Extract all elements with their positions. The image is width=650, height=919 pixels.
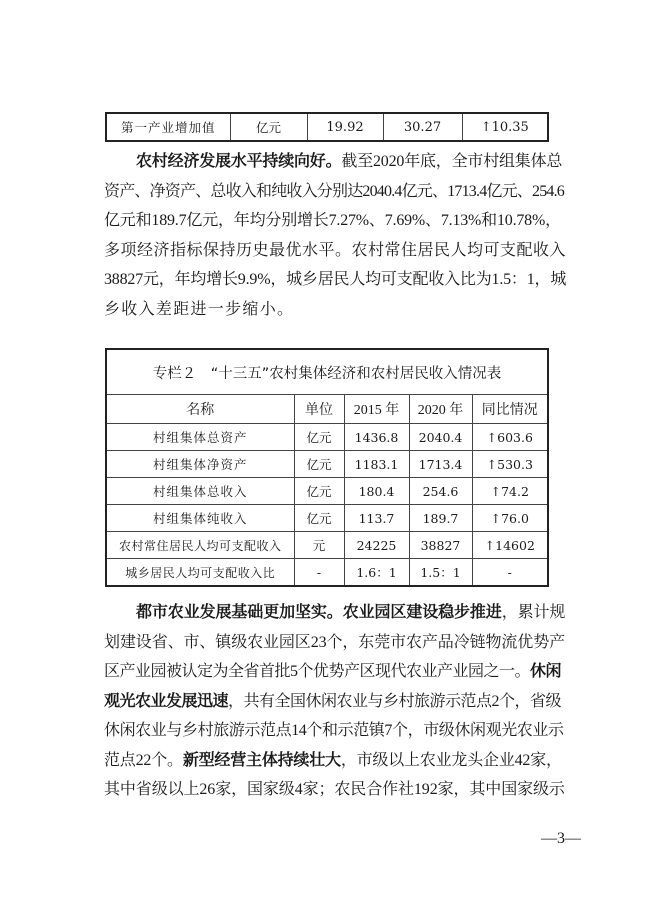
paragraph-rural-economy xyxy=(104,147,566,324)
text-line: 乡收入差距进一步缩小。 xyxy=(104,300,295,318)
row-unit: 亿元 xyxy=(294,478,344,505)
row-unit: - xyxy=(294,559,344,587)
table-caption: 专栏２ “十三五”农村集体经济和农村居民收入情况表 xyxy=(106,349,548,395)
row-value-2020: 38827 xyxy=(409,532,472,559)
row-unit: 元 xyxy=(294,532,344,559)
table-row xyxy=(106,451,548,478)
row-label: 第一产业增加值 xyxy=(106,113,230,141)
row-label: 村组集体总收入 xyxy=(106,478,294,505)
text-line xyxy=(104,746,566,776)
row-change: - xyxy=(472,559,548,587)
text-line: 其中省级以上26家，国家级4家；农民合作社192家，其中国家级示 xyxy=(104,781,565,798)
text-line xyxy=(104,598,566,628)
row-value-2020: 2040.4 xyxy=(409,424,472,451)
row-unit: 亿元 xyxy=(294,505,344,532)
table-row xyxy=(106,505,548,532)
text-span: ，累计规 xyxy=(501,604,566,621)
row-value-2015: 113.7 xyxy=(344,505,409,532)
bold-subheading: 新型经营主体持续壮大 xyxy=(182,751,341,769)
row-value-2015: 180.4 xyxy=(344,478,409,505)
header-unit: 单位 xyxy=(294,395,344,424)
table-row xyxy=(106,559,548,587)
text-span: ，共有全国休闲农业与乡村旅游示范点2个，省级 xyxy=(228,692,562,710)
text-line: 多项经济指标保持历史最优水平。农村常住居民人均可支配收入 xyxy=(104,241,567,259)
bold-subheading: 观光农业发展迅速 xyxy=(104,692,229,710)
text-span: ，市级以上农业龙头企业42家， xyxy=(340,751,562,769)
page-number: —3— xyxy=(541,830,581,847)
row-change: ↑603.6 xyxy=(472,424,548,451)
row-label: 村组集体净资产 xyxy=(106,451,294,478)
text-span: 区产业园被认定为全省首批5个优势产区现代农业产业园之一。 xyxy=(104,663,531,680)
row-change: ↑14602 xyxy=(472,532,548,559)
row-label: 村组集体总资产 xyxy=(106,424,294,451)
table-row xyxy=(106,478,548,505)
row-value-2020: 189.7 xyxy=(409,505,472,532)
row-label: 城乡居民人均可支配收入比 xyxy=(106,559,294,587)
text-line xyxy=(104,657,566,687)
row-label: 村组集体纯收入 xyxy=(106,505,294,532)
text-span: 截至2020年底，全市村组集体总 xyxy=(341,153,563,170)
row-value-2020: 1713.4 xyxy=(409,451,472,478)
bold-subheading: 休闲 xyxy=(530,663,562,680)
table-row xyxy=(106,532,548,559)
bold-subheading: 农业园区建设稳步推进 xyxy=(342,604,502,621)
bold-heading: 都市农业发展基础更加坚实。 xyxy=(136,604,343,621)
text-line: 划建设省、市、镇级农业园区23个，东莞市农产品冷链物流优势产 xyxy=(104,633,566,651)
text-line: 资产、净资产、总收入和纯收入分别达2040.4亿元、1713.4亿元、254.6 xyxy=(104,182,565,200)
row-unit: 亿元 xyxy=(230,113,307,141)
text-line: 休闲农业与乡村旅游示范点14个和示范镇7个，市级休闲观光农业示 xyxy=(104,722,564,739)
header-2020: 2020 年 xyxy=(409,395,472,424)
bold-heading: 农村经济发展水平持续向好。 xyxy=(136,153,342,170)
row-value-2015: 1436.8 xyxy=(344,424,409,451)
table-caption-row xyxy=(106,349,548,395)
row-change: ↑74.2 xyxy=(472,478,548,505)
table-row xyxy=(106,424,548,451)
row-value-2015: 1183.1 xyxy=(344,451,409,478)
table-row xyxy=(106,113,548,141)
rural-income-table xyxy=(105,348,549,587)
row-value-2015: 24225 xyxy=(344,532,409,559)
text-line: 38827元，年均增长9.9%，城乡居民人均可支配收入比为1.5：1，城 xyxy=(104,271,567,288)
text-line xyxy=(104,147,566,177)
row-change: ↑530.3 xyxy=(472,451,548,478)
row-value-2020: 1.5：1 xyxy=(409,559,472,587)
row-value-2015: 1.6：1 xyxy=(344,559,409,587)
header-name: 名称 xyxy=(106,395,294,424)
text-line xyxy=(104,687,566,717)
paragraph-urban-agriculture xyxy=(104,598,566,805)
row-unit: 亿元 xyxy=(294,451,344,478)
row-unit: 亿元 xyxy=(294,424,344,451)
text-line: 亿元和189.7亿元，年均分别增长7.27%、7.69%、7.13%和10.78%， xyxy=(104,212,561,229)
header-change: 同比情况 xyxy=(472,395,548,424)
row-label: 农村常住居民人均可支配收入 xyxy=(106,532,294,559)
row-change: ↑76.0 xyxy=(472,505,548,532)
table-header-row xyxy=(106,395,548,424)
text-span: 范点22个。 xyxy=(104,751,183,769)
row-value-2020: 30.27 xyxy=(383,113,462,141)
industry-value-table xyxy=(105,112,549,142)
row-value-2015: 19.92 xyxy=(307,113,383,141)
row-change: ↑10.35 xyxy=(462,113,548,141)
row-value-2020: 254.6 xyxy=(409,478,472,505)
header-2015: 2015 年 xyxy=(344,395,409,424)
